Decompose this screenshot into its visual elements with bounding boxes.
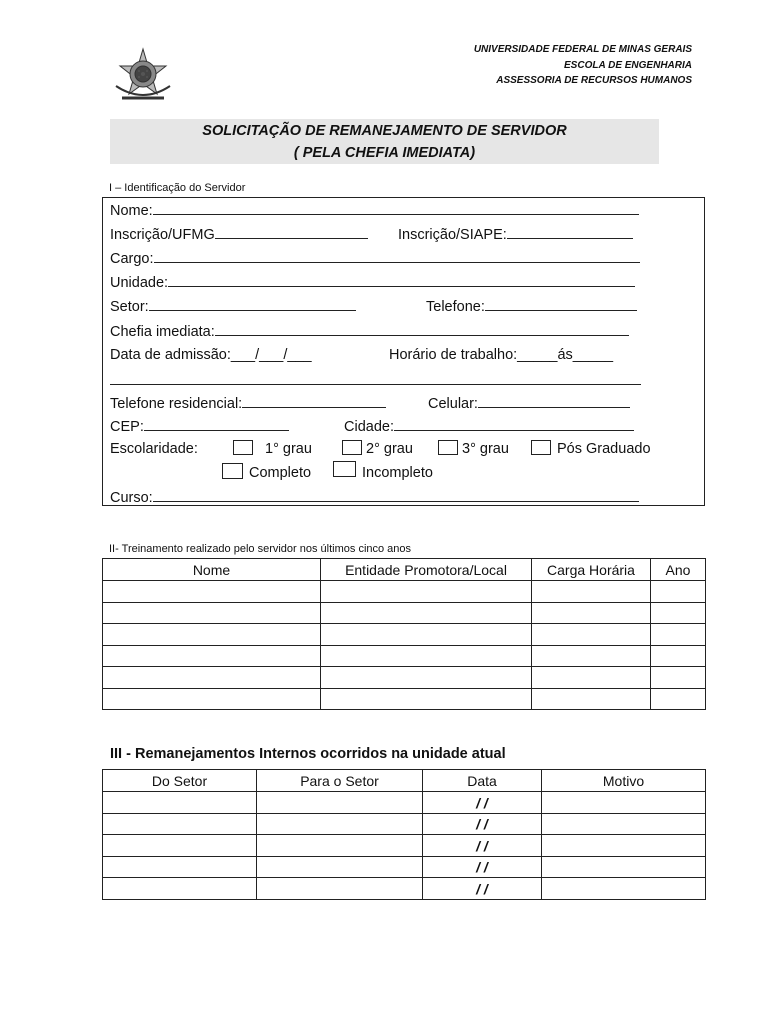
pos-graduado-label: Pós Graduado [557,441,651,457]
table-cell[interactable] [321,603,532,624]
table-cell[interactable] [532,689,651,710]
celular-label: Celular: [428,396,478,412]
grau2-label: 2° grau [366,441,413,457]
completo-label: Completo [249,465,312,481]
table-cell[interactable] [103,624,321,646]
coat-of-arms-seal-icon [110,46,176,106]
section1-box [102,197,705,506]
school-name: ESCOLA DE ENGENHARIA [564,59,692,71]
table-cell[interactable] [257,792,423,814]
horario-field[interactable]: Horário de trabalho:_____ás_____ [389,347,614,363]
table-cell[interactable] [257,835,423,857]
unidade-label: Unidade: [110,275,169,291]
nome-line[interactable] [153,201,639,215]
cargo-line[interactable] [154,249,640,263]
section1-heading: I – Identificação do Servidor [109,182,246,194]
table-cell[interactable] [103,646,321,667]
nome-label: Nome: [110,203,153,219]
date-cell[interactable] [423,835,542,857]
table-cell[interactable] [321,646,532,667]
section3-heading: III - Remanejamentos Internos ocorridos na unidade atual [110,746,506,762]
col-para-o-setor: Para o Setor [257,770,423,792]
nome-field[interactable] [110,201,639,220]
table-cell[interactable] [321,624,532,646]
table-cell[interactable] [103,603,321,624]
celular-line[interactable] [478,394,630,408]
table-cell[interactable] [257,857,423,878]
table-cell[interactable] [532,624,651,646]
transfers-table [102,769,706,900]
table-cell[interactable] [103,814,257,835]
completo-checkbox[interactable] [222,463,243,479]
form-title-line1: SOLICITAÇÃO DE REMANEJAMENTO DE SERVIDOR [202,123,567,139]
table-row [103,835,706,857]
table-cell[interactable] [103,835,257,857]
table-row [103,624,706,646]
table-cell[interactable] [321,581,532,603]
inscricao-siape-field[interactable] [398,225,633,244]
cidade-field[interactable] [344,417,634,436]
table-cell[interactable] [651,624,706,646]
blank-line[interactable] [110,384,641,385]
cep-field[interactable] [110,417,289,436]
table-cell[interactable] [542,792,706,814]
table-cell[interactable] [542,835,706,857]
grau1-label: 1° grau [265,441,312,457]
form-title-line2: ( PELA CHEFIA IMEDIATA) [293,145,476,161]
table-row [103,646,706,667]
training-table [102,558,706,710]
table-row [103,814,706,835]
table-row [103,581,706,603]
form-title [110,119,659,164]
cargo-label: Cargo: [110,251,154,267]
unidade-line[interactable] [168,273,635,287]
date-slashes: / / [476,816,488,832]
table-cell[interactable] [651,667,706,689]
table-row [103,689,706,710]
inscricao-siape-label: Inscrição/SIAPE: [398,227,507,243]
institution-header [474,42,692,89]
table-row [103,878,706,900]
setor-line[interactable] [149,297,356,311]
table-cell[interactable] [542,857,706,878]
table-cell[interactable] [103,689,321,710]
col-do-setor: Do Setor [103,770,257,792]
incompleto-label: Incompleto [362,465,433,481]
cidade-line[interactable] [394,417,634,431]
date-slashes: / / [476,880,488,897]
transfers-table-header [103,770,706,792]
curso-field[interactable] [110,488,639,507]
date-slashes: / / [476,794,488,811]
table-cell[interactable] [532,603,651,624]
curso-line[interactable] [153,488,639,502]
grau3-checkbox[interactable] [438,440,458,455]
table-cell[interactable] [542,878,706,900]
grau1-checkbox[interactable] [233,440,253,455]
table-row [103,857,706,878]
unidade-field[interactable] [110,273,635,292]
cargo-field[interactable] [110,249,640,268]
table-cell[interactable] [532,646,651,667]
date-slashes: / / [476,859,488,875]
institution-name: UNIVERSIDADE FEDERAL DE MINAS GERAIS [473,44,692,55]
department-name: ASSESSORIA DE RECURSOS HUMANOS [496,75,692,86]
table-row [103,792,706,814]
table-cell[interactable] [321,667,532,689]
telefone-field[interactable] [426,297,637,316]
col-nome: Nome [103,559,321,581]
cep-label: CEP: [110,419,144,435]
chefia-label: Chefia imediata: [110,324,215,340]
telefone-residencial-line[interactable] [242,394,386,408]
table-cell[interactable] [103,878,257,900]
telefone-label: Telefone: [426,299,485,315]
chefia-field[interactable] [110,322,629,341]
training-table-header [103,559,706,581]
telefone-residencial-label: Telefone residencial: [110,396,243,412]
table-cell[interactable] [532,667,651,689]
inscricao-siape-line[interactable] [507,225,633,239]
curso-label: Curso: [110,490,153,506]
table-cell[interactable] [103,857,257,878]
date-cell[interactable] [423,814,542,835]
setor-label: Setor: [110,299,149,315]
cidade-label: Cidade: [344,419,394,435]
table-cell[interactable] [321,689,532,710]
date-slashes: / / [476,837,488,854]
setor-field[interactable] [110,297,356,316]
table-cell[interactable] [651,603,706,624]
incompleto-checkbox[interactable] [333,461,356,477]
grau3-label: 3° grau [462,441,509,457]
cep-line[interactable] [144,417,289,431]
table-cell[interactable] [103,581,321,603]
table-cell[interactable] [257,814,423,835]
table-cell[interactable] [651,646,706,667]
data-admissao-field[interactable]: Data de admissão:___/___/___ [110,347,312,363]
inscricao-ufmg-label: Inscrição/UFMG [110,227,215,243]
date-cell[interactable] [423,878,542,900]
table-cell[interactable] [651,689,706,710]
telefone-residencial-field[interactable] [110,394,386,413]
table-row [103,667,706,689]
table-cell[interactable] [532,581,651,603]
pos-graduado-checkbox[interactable] [531,440,551,455]
col-motivo: Motivo [542,770,706,792]
col-entidade: Entidade Promotora/Local [321,559,532,581]
grau2-checkbox[interactable] [342,440,362,455]
col-carga-horaria: Carga Horária [532,559,651,581]
col-ano: Ano [651,559,706,581]
celular-field[interactable] [428,394,630,413]
table-cell[interactable] [651,581,706,603]
date-cell[interactable] [423,857,542,878]
table-cell[interactable] [542,814,706,835]
telefone-line[interactable] [485,297,637,311]
escolaridade-label: Escolaridade: [110,441,198,457]
inscricao-ufmg-line[interactable] [215,225,368,239]
inscricao-ufmg-field[interactable] [110,225,368,244]
table-cell[interactable] [103,792,257,814]
col-data: Data [423,770,542,792]
section2-heading: II- Treinamento realizado pelo servidor nos últimos cinco anos [109,543,412,555]
table-cell[interactable] [257,878,423,900]
table-row [103,603,706,624]
date-cell[interactable] [423,792,542,814]
chefia-line[interactable] [215,322,629,336]
table-cell[interactable] [103,667,321,689]
